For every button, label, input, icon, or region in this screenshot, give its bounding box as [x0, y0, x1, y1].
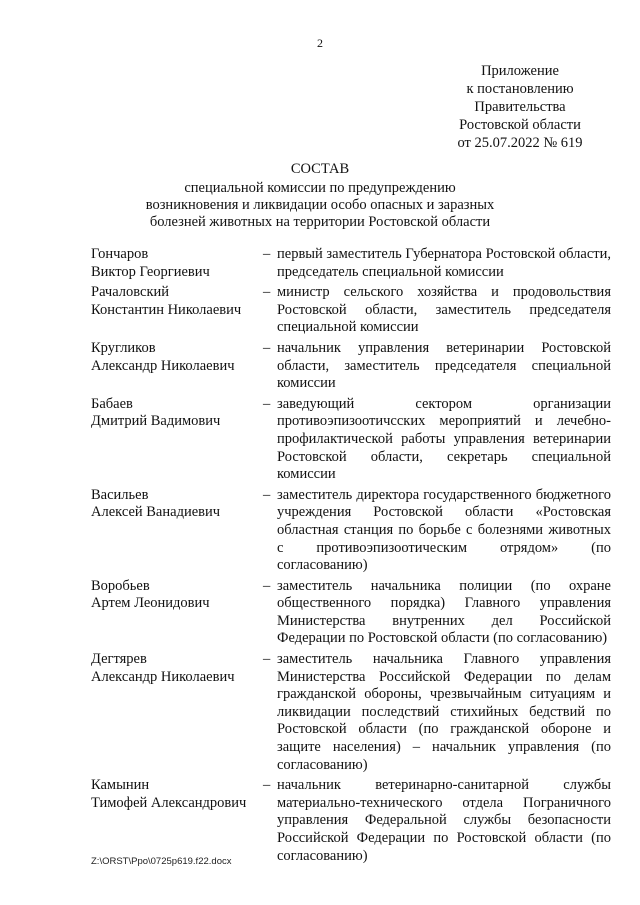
member-dash: – [263, 651, 271, 668]
member-given-names: Артем Леонидович [91, 595, 210, 612]
member-surname: Гончаров [91, 246, 149, 262]
member-role: начальник ветеринарно-санитарной службы материально-технического отдела Пограничного управления Федеральной службы безопасности Российской Федерации по Ростовской области (по согласованию) [277, 777, 611, 864]
subtitle-line: специальной комиссии по предупреждению [184, 180, 456, 196]
member-entry [91, 487, 611, 575]
member-given-names: Дмитрий Вадимович [91, 413, 221, 430]
member-name [91, 340, 263, 393]
member-role: заместитель начальника Главного управления Министерства Российской Федерации по делам гражданской обороны, чрезвычайным ситуациям и ликвидации последствий стихийных бедствий по Ростовской области (по гражданской обороне и защите населения) – начальник управления (по согласованию) [277, 651, 611, 773]
member-dash: – [263, 486, 271, 503]
member-given-names: Александр Николаевич [91, 357, 235, 374]
member-surname: Кругликов [91, 339, 156, 356]
appendix-line: от 25.07.2022 № 619 [457, 135, 583, 151]
member-given-names: Александр Николаевич [91, 668, 235, 685]
member-entry [91, 396, 611, 484]
member-role: заместитель директора государственного бюджетного учреждения Ростовской области «Ростовская областная станция по борьбе с болезнями животных с противоэпизоотическим отрядом» (по согласованию) [277, 486, 611, 574]
appendix-line: к постановлению [466, 81, 574, 97]
member-given-names: Виктор Георгиевич [91, 263, 210, 280]
member-role: министр сельского хозяйства и продовольствия Ростовской области, заместитель председателя специальной комиссии [277, 284, 611, 336]
member-name [91, 777, 263, 865]
subtitle-line: возникновения и ликвидации особо опасных и заразных [145, 197, 495, 213]
file-path-footer: Z:\ORST\Ppo\0725p619.f22.docx [91, 856, 232, 867]
member-name [91, 487, 263, 575]
member-entry [91, 578, 611, 648]
member-entry [91, 284, 611, 337]
appendix-block [420, 62, 620, 152]
appendix-line: Правительства [474, 99, 566, 115]
member-given-names: Константин Николаевич [91, 301, 242, 318]
member-dash: – [263, 339, 271, 356]
member-role: первый заместитель Губернатора Ростовской области, председатель специальной комиссии [277, 246, 612, 280]
member-role: заведующий сектором организации противоэпизоотичсских мероприятий и лечебно-профилактической работы управления ветеринарии Ростовской области, секретарь специальной комиссии [277, 395, 611, 483]
member-role: начальник управления ветеринарии Ростовской области, заместитель председателя специальной комиссии [277, 339, 611, 392]
document-title: СОСТАВ [290, 161, 350, 177]
member-surname: Васильев [91, 486, 149, 503]
member-entry [91, 246, 611, 281]
member-role: заместитель начальника полиции (по охране общественного порядка) Главного управления Министерства внутренних дел Российской Федерации по Ростовской области (по согласованию) [277, 577, 611, 647]
member-name [91, 284, 263, 337]
member-surname: Воробьев [91, 577, 150, 594]
member-entry [91, 651, 611, 774]
member-surname: Камынин [91, 777, 150, 794]
member-surname: Рачаловский [91, 284, 170, 301]
member-name [91, 246, 263, 281]
appendix-line: Ростовской области [459, 117, 581, 133]
member-name [91, 396, 263, 484]
member-dash: – [263, 246, 271, 262]
member-dash: – [263, 395, 271, 412]
member-dash: – [263, 284, 271, 301]
member-entry [91, 340, 611, 393]
member-surname: Бабаев [91, 395, 133, 412]
member-name [91, 578, 263, 648]
member-dash: – [263, 577, 271, 594]
members-list [91, 246, 611, 865]
appendix-line: Приложение [481, 63, 559, 79]
document-subtitle [0, 180, 640, 231]
member-dash: – [263, 777, 271, 794]
member-given-names: Тимофей Александрович [91, 794, 247, 811]
member-surname: Дегтярев [91, 651, 147, 668]
subtitle-line: болезней животных на территории Ростовской области [149, 214, 491, 230]
member-entry [91, 777, 611, 865]
page-number: 2 [317, 36, 323, 50]
member-given-names: Алексей Ванадиевич [91, 504, 221, 521]
member-name [91, 651, 263, 774]
